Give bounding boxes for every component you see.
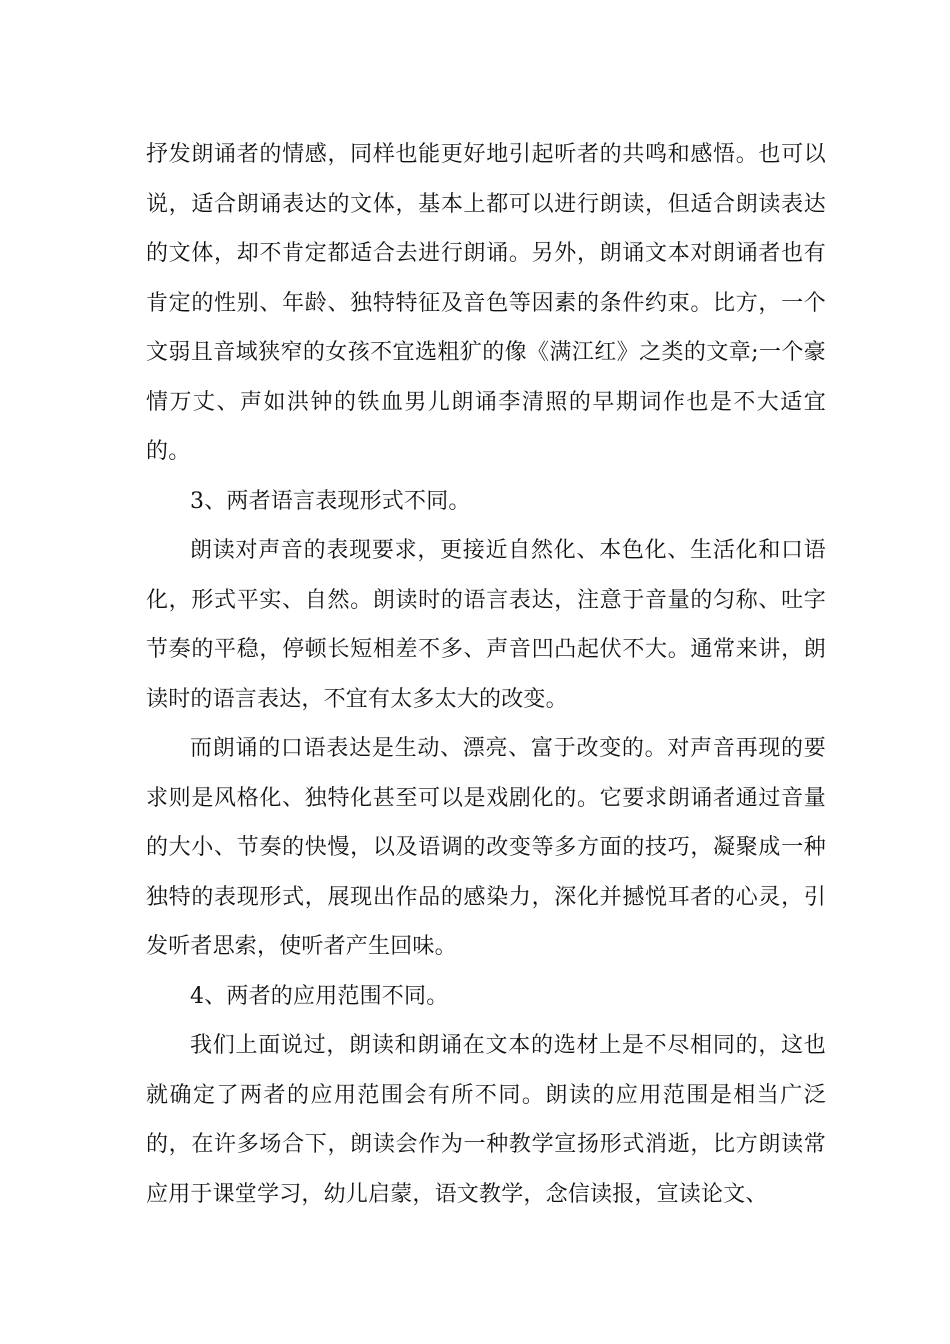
paragraph: 而朗诵的口语表达是生动、漂亮、富于改变的。对声音再现的要求则是风格化、独特化甚至可以是戏剧化的。它要求朗诵者通过音量的大小、节奏的快慢，以及语调的改变等多方面的技巧，凝聚成一种独特的表现形式，展现出作品的感染力，深化并撼悦耳者的心灵，引发听者思索，使听者产生回味。: [146, 736, 826, 959]
paragraph: 抒发朗诵者的情感，同样也能更好地引起听者的共鸣和感悟。也可以说，适合朗诵表达的文体，基本上都可以进行朗读，但适合朗读表达的文体，却不肯定都适合去进行朗诵。另外，朗诵文本对朗诵者也有肯定的性别、年龄、独特特征及音色等因素的条件约束。比方，一个文弱且音域狭窄的女孩不宜选粗犷的像《满江红》之类的文章;一个豪情万丈、声如洪钟的铁血男儿朗诵李清照的早期词作也是不大适宜的。: [146, 142, 826, 464]
document-body: [146, 130, 826, 1219]
section-heading: 3、两者语言表现形式不同。: [190, 488, 471, 514]
paragraph: 朗读对声音的表现要求，更接近自然化、本色化、生活化和口语化，形式平实、自然。朗读时的语言表达，注意于音量的匀称、吐字节奏的平稳，停顿长短相差不多、声音凹凸起伏不大。通常来讲，朗读时的语言表达，不宜有太多太大的改变。: [146, 538, 826, 712]
paragraph: 我们上面说过，朗读和朗诵在文本的选材上是不尽相同的，这也就确定了两者的应用范围会有所不同。朗读的应用范围是相当广泛的，在许多场合下，朗读会作为一种教学宣扬形式消逝，比方朗读常应用于课堂学习，幼儿启蒙，语文教学，念信读报，宣读论文、: [146, 1033, 826, 1207]
section-heading: 4、两者的应用范围不同。: [190, 983, 449, 1009]
